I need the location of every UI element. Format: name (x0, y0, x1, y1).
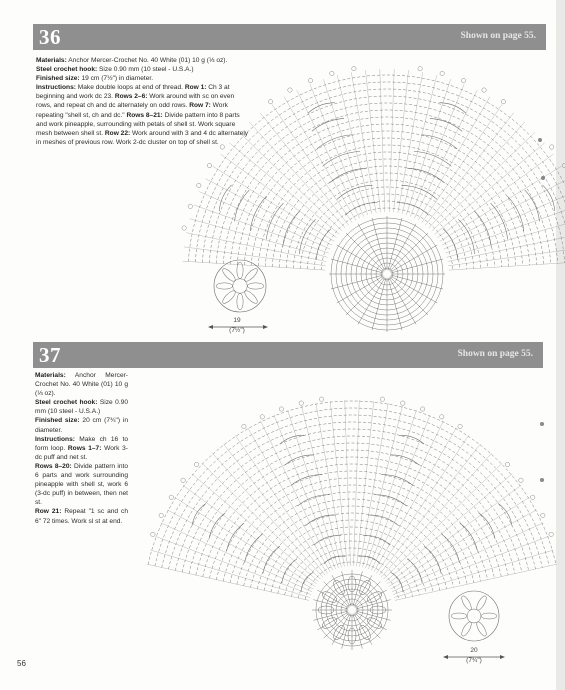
row-text: Divide pattern into 6 parts and work surrounding pineapple with shell st, work 6 (3-dc puff) in between, then net st. (35, 462, 128, 507)
finished-size-label: Finished size: (36, 75, 80, 83)
row-label: Rows 8–20: (35, 462, 72, 470)
materials-label: Materials: (36, 57, 67, 64)
scale-label-cm: 20 (459, 647, 489, 654)
scale-label-in: (7½") (229, 327, 245, 334)
materials-text: Anchor Mercer-Crochet No. 40 White (01) 10 g (⅓ oz). (66, 57, 228, 64)
hook-text: Size 0.90 mm (10 steel - U.S.A.) (97, 66, 194, 74)
scale-label-in: (7¾") (466, 657, 482, 664)
row-label: Rows 2–6: (114, 93, 148, 101)
row-text: Work around with 3 and 4 dc alternately in meshes of previous row. Work 2-dc cluster on top of shell st. (36, 129, 249, 146)
instructions-text: Make double loops at end of thread. (75, 84, 185, 92)
pattern-number: 36 (39, 25, 61, 49)
row-label: Rows 8–21: (126, 111, 163, 119)
row-label: Row 22: (104, 129, 131, 137)
pattern-36-instructions (36, 56, 249, 147)
instructions-label: Instructions: (35, 435, 75, 443)
hook-label: Steel crochet hook: (35, 399, 98, 407)
finished-size-text: 19 cm (7½") in diameter. (79, 75, 154, 83)
pattern-37-instructions (35, 371, 128, 526)
row-text: Ch 3 at beginning and work dc 23. (36, 84, 230, 101)
pattern-36-header (33, 24, 546, 50)
row-text: Work repeating "shell st, ch and dc." (36, 102, 228, 119)
motif-thumbnail-37 (446, 588, 502, 644)
margin-dot (540, 422, 544, 426)
margin-dot (540, 478, 544, 482)
materials-text: Anchor Mercer-Crochet No. 40 White (01) 10 g (⅓ oz). (35, 372, 128, 398)
finished-size-label: Finished size: (35, 417, 80, 425)
hook-label: Steel crochet hook: (36, 66, 98, 74)
hook-text: Size 0.90 mm (10 steel - U.S.A.) (35, 399, 128, 416)
row-label: Row 7: (189, 102, 211, 110)
finished-size-text: 20 cm (7¾") in diameter. (35, 417, 129, 434)
row-label: Row 1: (184, 84, 207, 92)
motif-thumbnail-36 (210, 256, 270, 316)
row-text: Repeat "1 sc and ch 6" 72 times. Work sl st at end. (35, 508, 128, 525)
row-text: Work 3-dc puff and net st. (35, 444, 128, 461)
row-label: Rows 1–7: (67, 444, 102, 452)
instructions-text: Make ch 16 to form loop. (35, 435, 128, 452)
materials-label: Materials: (35, 372, 66, 379)
pattern-number: 37 (39, 343, 61, 367)
shown-on-page-reference: Shown on page 55. (457, 349, 533, 359)
row-label: Row 21: (35, 508, 62, 516)
crochet-chart-36 (255, 52, 555, 342)
page-number: 56 (17, 659, 26, 668)
page-edge-band (556, 0, 565, 690)
shown-on-page-reference: Shown on page 55. (460, 31, 536, 41)
scale-label-cm: 19 (222, 317, 252, 324)
pattern-37-header (33, 342, 543, 368)
row-text: Divide pattern into 8 parts and work pineapple, surrounding with petals of shell st. Work square mesh between shell st. (36, 111, 240, 137)
instructions-label: Instructions: (36, 84, 76, 92)
row-text: Work around with sc on even rows, and repeat ch and dc alternately on odd rows. (36, 93, 235, 110)
